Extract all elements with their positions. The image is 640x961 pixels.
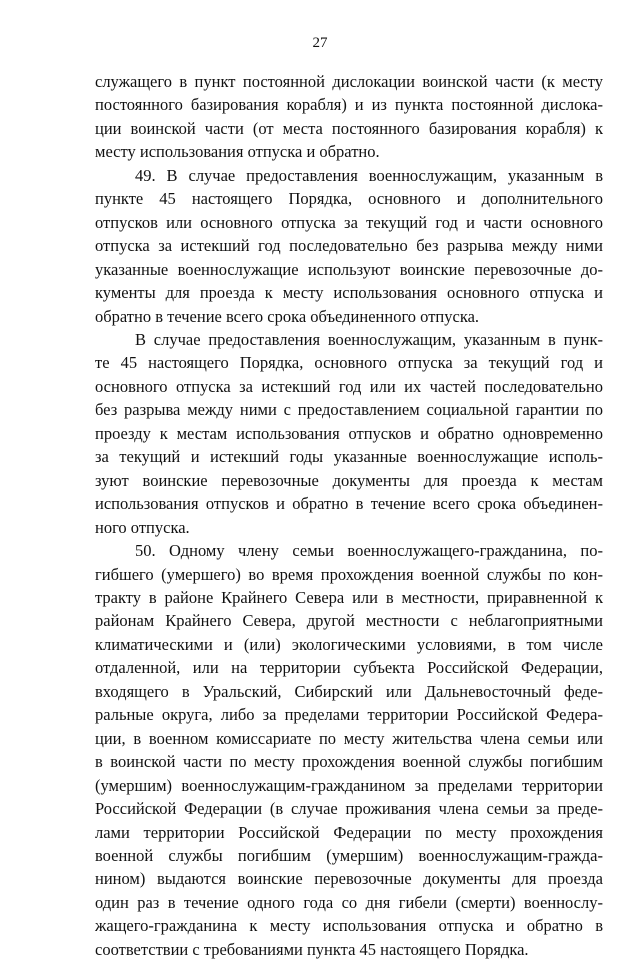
text-line: месту использования отпуска и обратно. — [95, 142, 380, 162]
text-line: отпуска за истекший год последовательно без разрыва между ними — [95, 236, 603, 256]
text-line: 50. Одному члену семьи военнослужащего-гражданина, по- — [135, 541, 603, 561]
text-line: пункте 45 настоящего Порядка, основного и дополнительного — [95, 189, 603, 209]
text-line: климатическими и (или) экологическими условиями, в том числе — [95, 634, 603, 654]
text-line: гибшего (умершего) во время прохождения военной службы по кон- — [95, 564, 603, 584]
text-line: кументы для проезда к месту использования основного отпуска и — [95, 283, 603, 303]
text-line: проезду к местам использования отпусков и обратно одновременно — [95, 423, 603, 443]
text-line: ции, в военном комиссариате по месту жительства члена семьи или — [95, 728, 603, 748]
text-line: ции воинской части (от места постоянного базирования корабля) к — [95, 118, 603, 138]
text-line: основного отпуска за истекший год или их частей последовательно — [95, 376, 603, 396]
text-line: 49. В случае предоставления военнослужащим, указанным в — [135, 165, 603, 185]
text-line: лами территории Российской Федерации по месту прохождения — [95, 822, 603, 842]
text-line: зуют воинские перевозочные документы для проезда к местам — [95, 470, 603, 490]
text-line: нином) выдаются воинские перевозочные документы для проезда — [95, 869, 603, 889]
text-line: соответствии с требованиями пункта 45 настоящего Порядка. — [95, 939, 529, 959]
text-line: (умершим) военнослужащим-гражданином за пределами территории — [95, 775, 603, 795]
text-line: использования отпусков и обратно в течение всего срока объединен- — [95, 494, 603, 514]
document-body — [95, 70, 603, 961]
text-line: указанные военнослужащие используют воинские перевозочные до- — [95, 259, 603, 279]
text-line: жащего-гражданина к месту использования отпуска и обратно в — [95, 916, 603, 936]
text-line: районам Крайнего Севера, другой местности с неблагоприятными — [95, 611, 603, 631]
text-line: постоянного базирования корабля) и из пункта постоянной дислока- — [95, 95, 603, 115]
text-line: в воинской части по месту прохождения военной службы погибшим — [95, 752, 603, 772]
text-line: ральные округа, либо за пределами территории Российской Федера- — [95, 705, 603, 725]
text-line: те 45 настоящего Порядка, основного отпуска за текущий год и — [95, 353, 603, 373]
text-line: тракту в районе Крайнего Севера или в местности, приравненной к — [95, 587, 603, 607]
text-line: военной службы погибшим (умершим) военнослужащим-гражда- — [95, 845, 603, 865]
text-line: без разрыва между ними с предоставлением социальной гарантии по — [95, 400, 603, 420]
text-line: обратно в течение всего срока объединенного отпуска. — [95, 306, 480, 326]
text-line: за текущий и истекший годы указанные военнослужащие исполь- — [95, 447, 603, 467]
text-line: Российской Федерации (в случае проживания члена семьи за преде- — [95, 799, 603, 819]
text-line: ного отпуска. — [95, 517, 190, 537]
text-line: один раз в течение одного года со дня гибели (смерти) военнослу- — [95, 892, 603, 912]
page-number: 27 — [312, 35, 328, 51]
text-line: служащего в пункт постоянной дислокации воинской части (к месту — [95, 72, 603, 91]
text-line: входящего в Уральский, Сибирский или Дальневосточный феде- — [95, 681, 603, 701]
text-line: отдаленной, или на территории субъекта Российской Федерации, — [95, 658, 603, 678]
text-line: отпусков или основного отпуска за текущий год и части основного — [95, 212, 603, 232]
text-line: В случае предоставления военнослужащим, указанным в пунк- — [135, 329, 603, 349]
